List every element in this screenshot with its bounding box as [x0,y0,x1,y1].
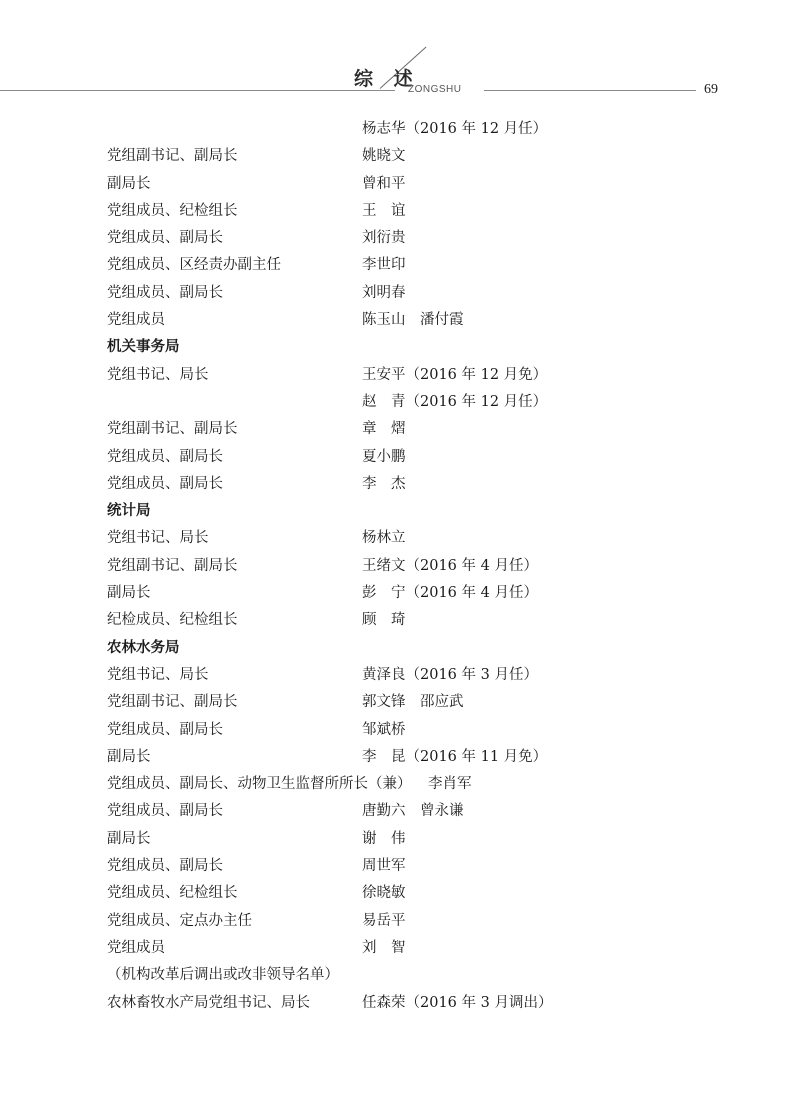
department-heading [0,498,805,525]
person-name: 李 昆（2016 年 11 月免） [362,748,548,765]
position-title: 纪检成员、纪检组长 [107,612,238,629]
list-note [0,962,805,989]
list-item [0,990,805,1017]
position-title: 党组成员 [107,312,165,329]
position-title: 副局长 [107,830,151,847]
list-item [0,717,805,744]
person-name: 刘衍贵 [362,230,406,247]
list-item [0,171,805,198]
list-item [0,252,805,279]
position-title: 党组书记、局长 [107,366,209,383]
department-name: 机关事务局 [107,339,180,356]
list-item [0,935,805,962]
position-title: 农林畜牧水产局党组书记、局长 [107,994,310,1011]
person-name: 王 谊 [362,202,406,219]
position-title: 副局长 [107,585,151,602]
person-name: 李肖军 [428,776,472,793]
list-item [0,471,805,498]
position-title: 党组成员、副局长 [107,230,223,247]
position-title: 党组成员、纪检组长 [107,885,238,902]
person-name: 姚晓文 [362,148,406,165]
list-item [0,362,805,389]
person-name: 李世印 [362,257,406,274]
position-title: 副局长 [107,748,151,765]
person-name: 李 杰 [362,475,406,492]
person-name: 陈玉山 潘付霞 [362,312,464,329]
position-title: 党组成员、纪检组长 [107,202,238,219]
person-name: 赵 青（2016 年 12 月任） [362,393,548,410]
person-name: 谢 伟 [362,830,406,847]
list-item [0,143,805,170]
list-item [0,908,805,935]
position-title: 党组书记、局长 [107,666,209,683]
list-item [0,553,805,580]
position-title: 党组成员、副局长 [107,448,223,465]
department-heading [0,334,805,361]
section-title: 综 述 [354,68,420,90]
list-item [0,416,805,443]
position-title: 党组成员、副局长 [107,858,223,875]
person-name: 王绪文（2016 年 4 月任） [362,557,538,574]
position-title: 党组成员、副局长 [107,721,223,738]
list-item [0,771,805,798]
person-name: 王安平（2016 年 12 月免） [362,366,548,383]
list-item [0,662,805,689]
position-title: 副局长 [107,175,151,192]
person-name: 章 熠 [362,421,406,438]
person-name: 任森荣（2016 年 3 月调出） [362,994,553,1011]
position-title: 党组成员 [107,939,165,956]
person-name: 郭文锋 邵应武 [362,694,464,711]
person-name: 易岳平 [362,912,406,929]
person-name: 彭 宁（2016 年 4 月任） [362,585,538,602]
header-rule-right [484,90,696,91]
list-item [0,580,805,607]
person-name: 夏小鹏 [362,448,406,465]
position-title: 党组副书记、副局长 [107,148,238,165]
position-title: 党组成员、副局长 [107,475,223,492]
person-name: 刘明春 [362,284,406,301]
position-title: 党组副书记、副局长 [107,421,238,438]
list-item [0,444,805,471]
person-name: 顾 琦 [362,612,406,629]
position-title: 党组成员、定点办主任 [107,912,252,929]
list-item [0,689,805,716]
person-name: 杨林立 [362,530,406,547]
list-item [0,389,805,416]
person-name: 杨志华（2016 年 12 月任） [362,121,548,137]
person-name: 黄泽良（2016 年 3 月任） [362,666,538,683]
list-item [0,826,805,853]
position-title: 党组书记、局长 [107,530,209,547]
list-item [0,798,805,825]
person-name: 曾和平 [362,175,406,192]
page-number: 69 [704,82,718,97]
position-title: 党组副书记、副局长 [107,694,238,711]
list-item [0,880,805,907]
personnel-list [0,116,805,1017]
list-item [0,198,805,225]
section-subtitle: ZONGSHU [408,84,462,95]
position-title: 党组副书记、副局长 [107,557,238,574]
list-item [0,225,805,252]
list-item [0,853,805,880]
list-item [0,525,805,552]
department-heading [0,635,805,662]
position-title: 党组成员、副局长 [107,284,223,301]
person-name: 邹斌桥 [362,721,406,738]
department-name: 统计局 [107,503,151,520]
person-name: 刘 智 [362,939,406,956]
position-title: 党组成员、区经责办副主任 [107,257,281,274]
note-text: （机构改革后调出或改非领导名单） [107,967,339,984]
person-name: 周世军 [362,858,406,875]
page-header [0,0,805,110]
list-item [0,307,805,334]
department-name: 农林水务局 [107,639,180,656]
position-title: 党组成员、副局长 [107,803,223,820]
list-item [0,744,805,771]
list-item [0,116,805,143]
list-item [0,607,805,634]
person-name: 唐勤六 曾永谦 [362,803,464,820]
position-title: 党组成员、副局长、动物卫生监督所所长（兼） [107,776,412,793]
header-rule-left [0,90,395,91]
person-name: 徐晓敏 [362,885,406,902]
list-item [0,280,805,307]
